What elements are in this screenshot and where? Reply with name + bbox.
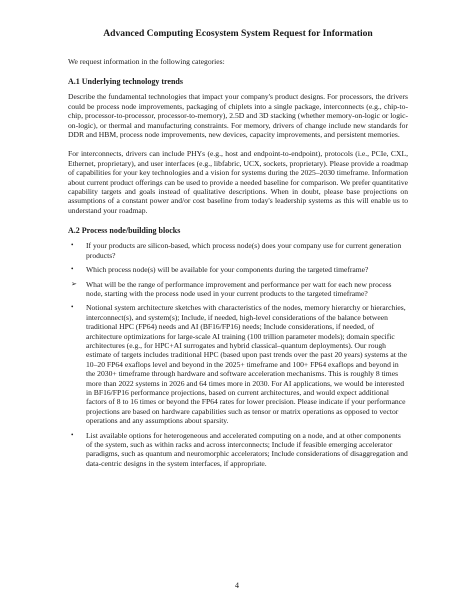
- paragraph: Describe the fundamental technologies that impact your company's product designs. For processors, the drivers could be process node improvements, packaging of chiplets into a single package, interconnects (e.g., chip-to-chip, processor-to-processor, processor-to-memory), 2.5D and 3D stacking (whether memory-on-logic or logic-on-logic), or thermal and manufacturing constraints. For memory, drivers of change include new standards for DDR and HBM, process node improvements, new devices, capacity improvements, and persistent memories.: [68, 92, 408, 140]
- list-item: [68, 303, 408, 425]
- bullet-list: [68, 241, 408, 468]
- section-heading: A.1 Underlying technology trends: [68, 77, 183, 87]
- list-item: [68, 431, 408, 469]
- intro-text: We request information in the following categories:: [68, 57, 225, 66]
- section-heading: A.2 Process node/building blocks: [68, 226, 181, 236]
- arrow-bullet-icon: ➢: [71, 279, 77, 288]
- document-title: Advanced Computing Ecosystem System Request for Information: [103, 28, 373, 39]
- list-item-text: List available options for heterogeneous and accelerated computing on a node, and at other components of the system, such as within racks and across interconnects; Include if feasible emerging accelerator paradigms, such as quantum and neuromorphic accelerators; Include considerations of disaggregation and data-centric designs in the system interfaces, if appropriate.: [86, 430, 408, 468]
- bullet-icon: •: [71, 303, 74, 312]
- list-item-text: What will be the range of performance improvement and performance per watt for each new process node, starting with the process node used in your current products to the targeted timeframe?: [86, 279, 392, 298]
- section-a1: [68, 77, 408, 215]
- list-item: [68, 280, 408, 299]
- section-a2: [68, 226, 408, 468]
- list-item: [68, 265, 408, 274]
- list-item: [68, 241, 408, 260]
- page-number: 4: [235, 581, 239, 590]
- bullet-icon: •: [71, 430, 74, 439]
- list-item-text: Notional system architecture sketches with characteristics of the nodes, memory hierarchy or hierarchies, interconnect(s), and system(s); Include, if needed, high-level considerations of the balance between traditional HPC (FP64) needs and AI (BF16/FP16) needs; Include considerations, if needed, of architecture optimizations for large-scale AI training (100 trillion parameter models); domain specific architectures (e.g., for HPC+AI surrogates and hybrid classical–quantum deployments). Our rough estimate of targets includes traditional HPC (based upon past trends over the past 20 years) systems at the 10–20 FP64 exaflops level and beyond in the 2025+ timeframe and 100+ FP64 exaflops and beyond in the 2030+ timeframe through hardware and software acceleration mechanisms. This is roughly 8 times more than 2022 systems in 2026 and 64 times more in 2030. For AI applications, we would be interested in BF16/FP16 performance projections, based on current architectures, and would expect additional factors of 8 to 16 times or beyond the FP64 rates for lower precision. Please indicate if your performance projections are based on hardware capabilities such as tensor or matrix operations as opposed to vector operations and any assumptions about sparsity.: [86, 303, 408, 426]
- list-item-text: If your products are silicon-based, which process node(s) does your company use for current generation products?: [86, 241, 402, 260]
- bullet-icon: •: [71, 265, 74, 274]
- list-item-text: Which process node(s) will be available for your components during the targeted timeframe?: [86, 265, 369, 275]
- paragraph: For interconnects, drivers can include PHYs (e.g., host and endpoint-to-endpoint), protocols (i.e., PCIe, CXL, Ethernet, proprietary), and user interfaces (e.g., libfabric, UCX, sockets, proprietary). Please provide a roadmap of capabilities for your key technologies and a vision for systems during the 2025–2030 timeframe. Information about current product offerings can be used to provide a needed baseline for comparison. We prefer quantitative capability targets and goals instead of qualitative descriptions. When in doubt, please base projections on assumptions of a constant power and/or cost baseline from today's leadership systems as this will enable us to understand your roadmap.: [68, 149, 408, 215]
- bullet-icon: •: [71, 241, 74, 250]
